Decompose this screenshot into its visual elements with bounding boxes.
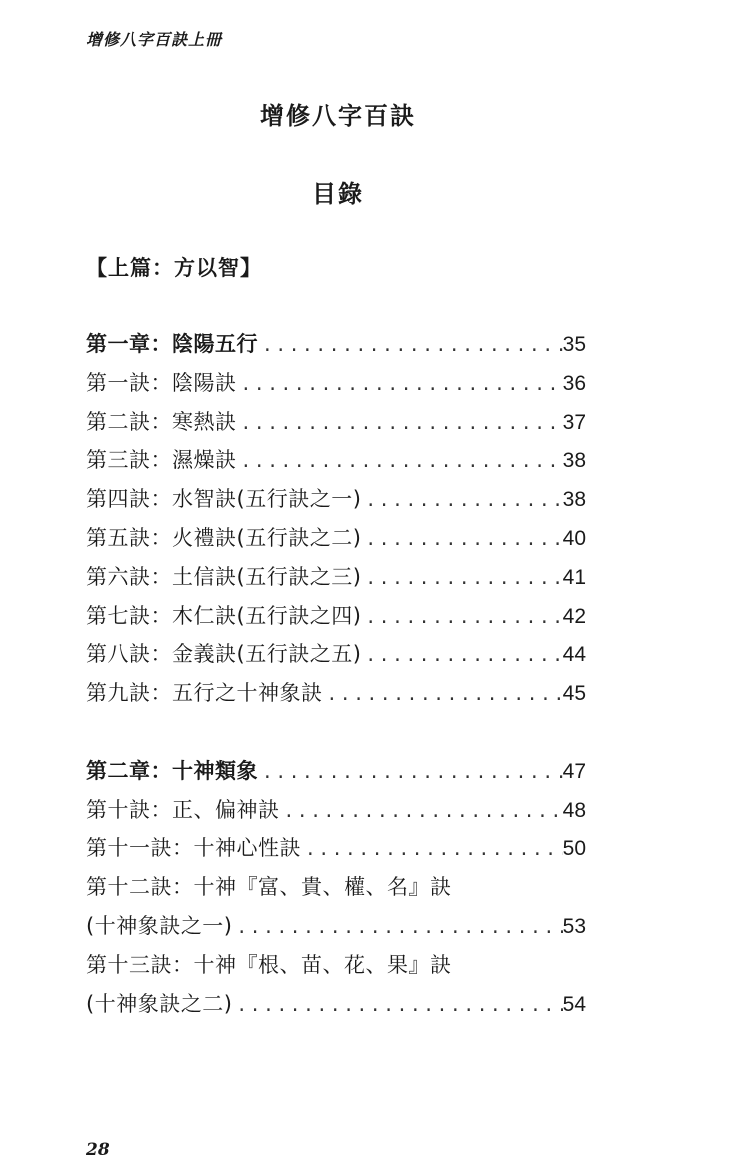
toc-entry-label: 第四訣：水智訣(五行訣之一) xyxy=(86,487,362,512)
book-title: 增修八字百訣 xyxy=(260,102,416,130)
toc-entry[interactable] xyxy=(86,985,586,1024)
toc-page-number: 37 xyxy=(562,410,586,434)
toc-page-number: 42 xyxy=(562,604,586,628)
toc-page-number: 48 xyxy=(562,798,586,822)
toc-page-number: 41 xyxy=(562,565,586,589)
part-title: 【上篇：方以智】 xyxy=(86,256,262,280)
toc-entry-label: 第六訣：土信訣(五行訣之三) xyxy=(86,564,362,589)
toc-entry-label: 第七訣：木仁訣(五行訣之四) xyxy=(86,603,362,628)
toc-entry-label: 第八訣：金義訣(五行訣之五) xyxy=(86,642,362,667)
dot-leader xyxy=(367,480,562,519)
dot-leader xyxy=(238,907,562,946)
dot-leader xyxy=(286,791,563,830)
toc-title: 目錄 xyxy=(312,180,364,208)
toc-entry-label: 第二訣：寒熱訣 xyxy=(86,409,237,434)
toc-entry-label: 第十訣：正、偏神訣 xyxy=(86,797,280,822)
dot-leader xyxy=(307,829,563,868)
toc-entry[interactable] xyxy=(86,480,586,519)
toc-entry[interactable] xyxy=(86,946,586,985)
toc-entry[interactable] xyxy=(86,635,586,674)
toc-entry[interactable] xyxy=(86,441,586,480)
toc-entry[interactable] xyxy=(86,829,586,868)
toc-entry[interactable] xyxy=(86,791,586,830)
toc-page-number: 35 xyxy=(562,333,586,356)
toc-chapter-title: 第二章：十神類象 xyxy=(86,758,258,783)
toc-entry[interactable] xyxy=(86,868,586,907)
dot-leader xyxy=(264,752,563,791)
toc-page-number: 44 xyxy=(562,643,586,667)
toc-chapter-1[interactable] xyxy=(86,325,586,364)
dot-leader xyxy=(367,635,562,674)
toc-entry-label: 第九訣：五行之十神象訣 xyxy=(86,681,323,706)
dot-leader xyxy=(243,364,563,403)
running-header: 增修八字百訣上冊 xyxy=(86,30,223,49)
toc-entry-label: (十神象訣之二) xyxy=(86,991,233,1016)
toc-page-number: 36 xyxy=(562,371,586,395)
toc-entry-label: 第一訣：陰陽訣 xyxy=(86,370,237,395)
toc-entry-label: (十神象訣之一) xyxy=(86,913,233,938)
toc-entry-label: 第五訣：火禮訣(五行訣之二) xyxy=(86,525,362,550)
toc-page-number: 45 xyxy=(562,682,586,706)
toc-entry[interactable] xyxy=(86,674,586,713)
dot-leader xyxy=(243,441,563,480)
dot-leader xyxy=(367,519,562,558)
table-of-contents xyxy=(86,325,586,1023)
dot-leader xyxy=(238,985,562,1024)
toc-entry[interactable] xyxy=(86,403,586,442)
toc-chapter-title: 第一章：陰陽五行 xyxy=(86,332,258,356)
toc-entry-label: 第十二訣：十神『富、貴、權、名』訣 xyxy=(86,875,452,900)
toc-entry-label: 第十三訣：十神『根、苗、花、果』訣 xyxy=(86,952,452,977)
toc-page-number: 38 xyxy=(562,449,586,473)
toc-page-number: 47 xyxy=(562,759,586,783)
toc-entry-label: 第三訣：濕燥訣 xyxy=(86,448,237,473)
toc-entry[interactable] xyxy=(86,558,586,597)
toc-page-number: 40 xyxy=(562,526,586,550)
toc-entry[interactable] xyxy=(86,364,586,403)
toc-chapter-2[interactable] xyxy=(86,752,586,791)
dot-leader xyxy=(329,674,563,713)
dot-leader xyxy=(243,403,563,442)
dot-leader xyxy=(367,597,562,636)
toc-page-number: 38 xyxy=(562,488,586,512)
toc-entry[interactable] xyxy=(86,597,586,636)
dot-leader xyxy=(367,558,562,597)
page-number: 28 xyxy=(86,1140,110,1160)
dot-leader xyxy=(264,325,563,364)
toc-page-number: 54 xyxy=(562,992,586,1016)
chapter-spacer xyxy=(86,713,586,752)
toc-entry[interactable] xyxy=(86,907,586,946)
toc-entry[interactable] xyxy=(86,519,586,558)
toc-page-number: 50 xyxy=(562,837,586,861)
toc-entry-label: 第十一訣：十神心性訣 xyxy=(86,836,301,861)
toc-page-number: 53 xyxy=(562,914,586,938)
